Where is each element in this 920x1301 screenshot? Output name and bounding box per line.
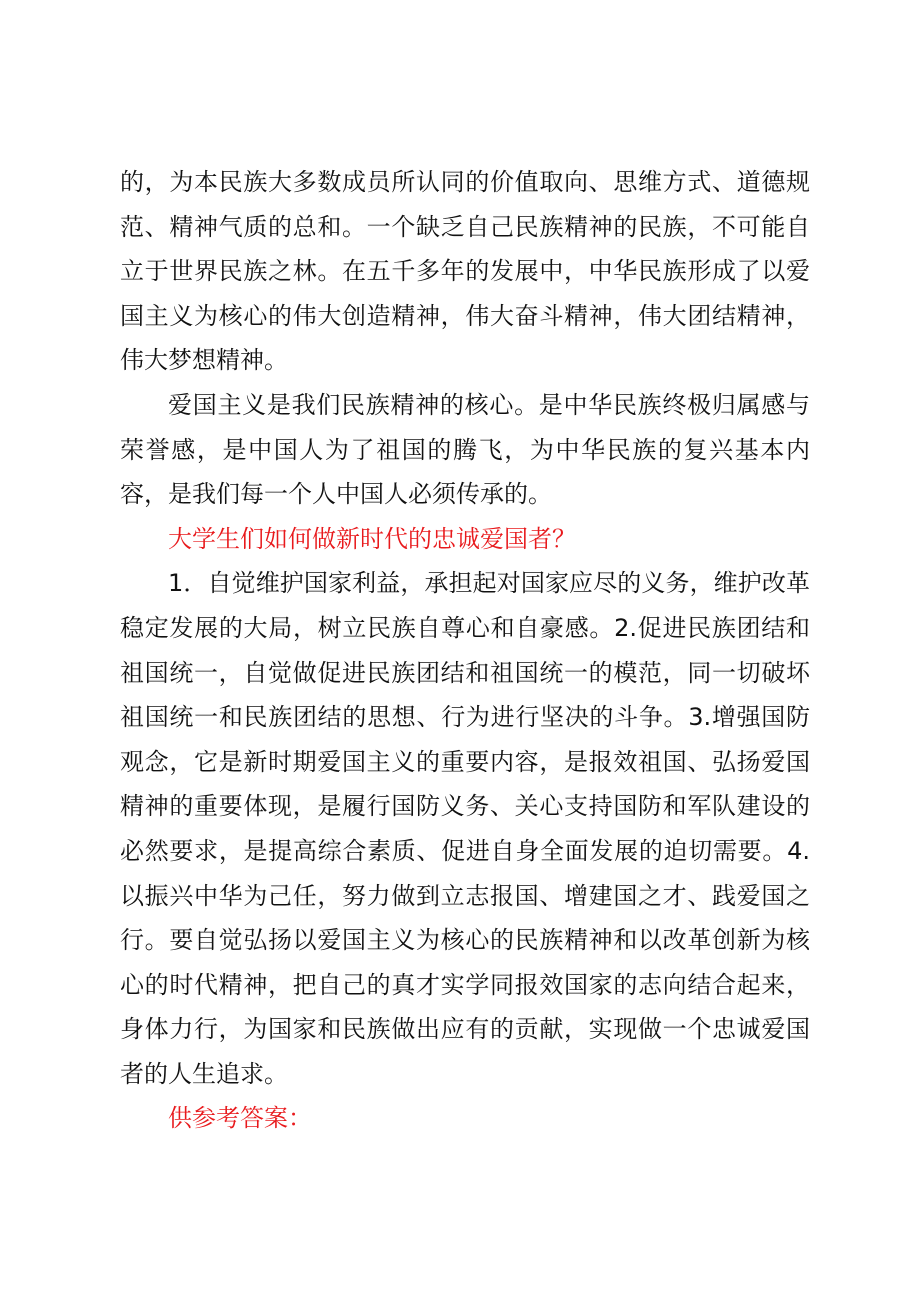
question-heading: 大学生们如何做新时代的忠诚爱国者？ [168,524,576,553]
document-page [120,160,810,1141]
answer-paragraph: 1．自觉维护国家利益，承担起对国家应尽的义务，维护改革稳定发展的大局，树立民族自尊心和自豪感。2.促进民族团结和祖国统一，自觉做促进民族团结和祖国统一的模范，同一切破坏祖国统一和民族团结的思想、行为进行坚决的斗争。3.增强国防观念，它是新时期爱国主义的重要内容，是报效祖国、弘扬爱国精神的重要体现，是履行国防义务、关心支持国防和军队建设的必然要求，是提高综合素质、促进自身全面发展的迫切需要。4.以振兴中华为己任，努力做到立志报国、增建国之才、践爱国之行。要自觉弘扬以爱国主义为核心的民族精神和以改革创新为核心的时代精神，把自己的真才实学同报效国家的志向结合起来，身体力行，为国家和民族做出应有的贡献，实现做一个忠诚爱国者的人生追求。 [120,569,810,1088]
body-paragraph-1: 的，为本民族大多数成员所认同的价值取向、思维方式、道德规范、精神气质的总和。一个缺乏自己民族精神的民族，不可能自立于世界民族之林。在五千多年的发展中，中华民族形成了以爱国主义为核心的伟大创造精神，伟大奋斗精神，伟大团结精神，伟大梦想精神。 [120,168,810,375]
body-paragraph-2: 爱国主义是我们民族精神的核心。是中华民族终极归属感与荣誉感，是中国人为了祖国的腾飞，为中华民族的复兴基本内容，是我们每一个人中国人必须传承的。 [120,390,810,509]
reference-answer-label: 供参考答案： [168,1104,312,1133]
